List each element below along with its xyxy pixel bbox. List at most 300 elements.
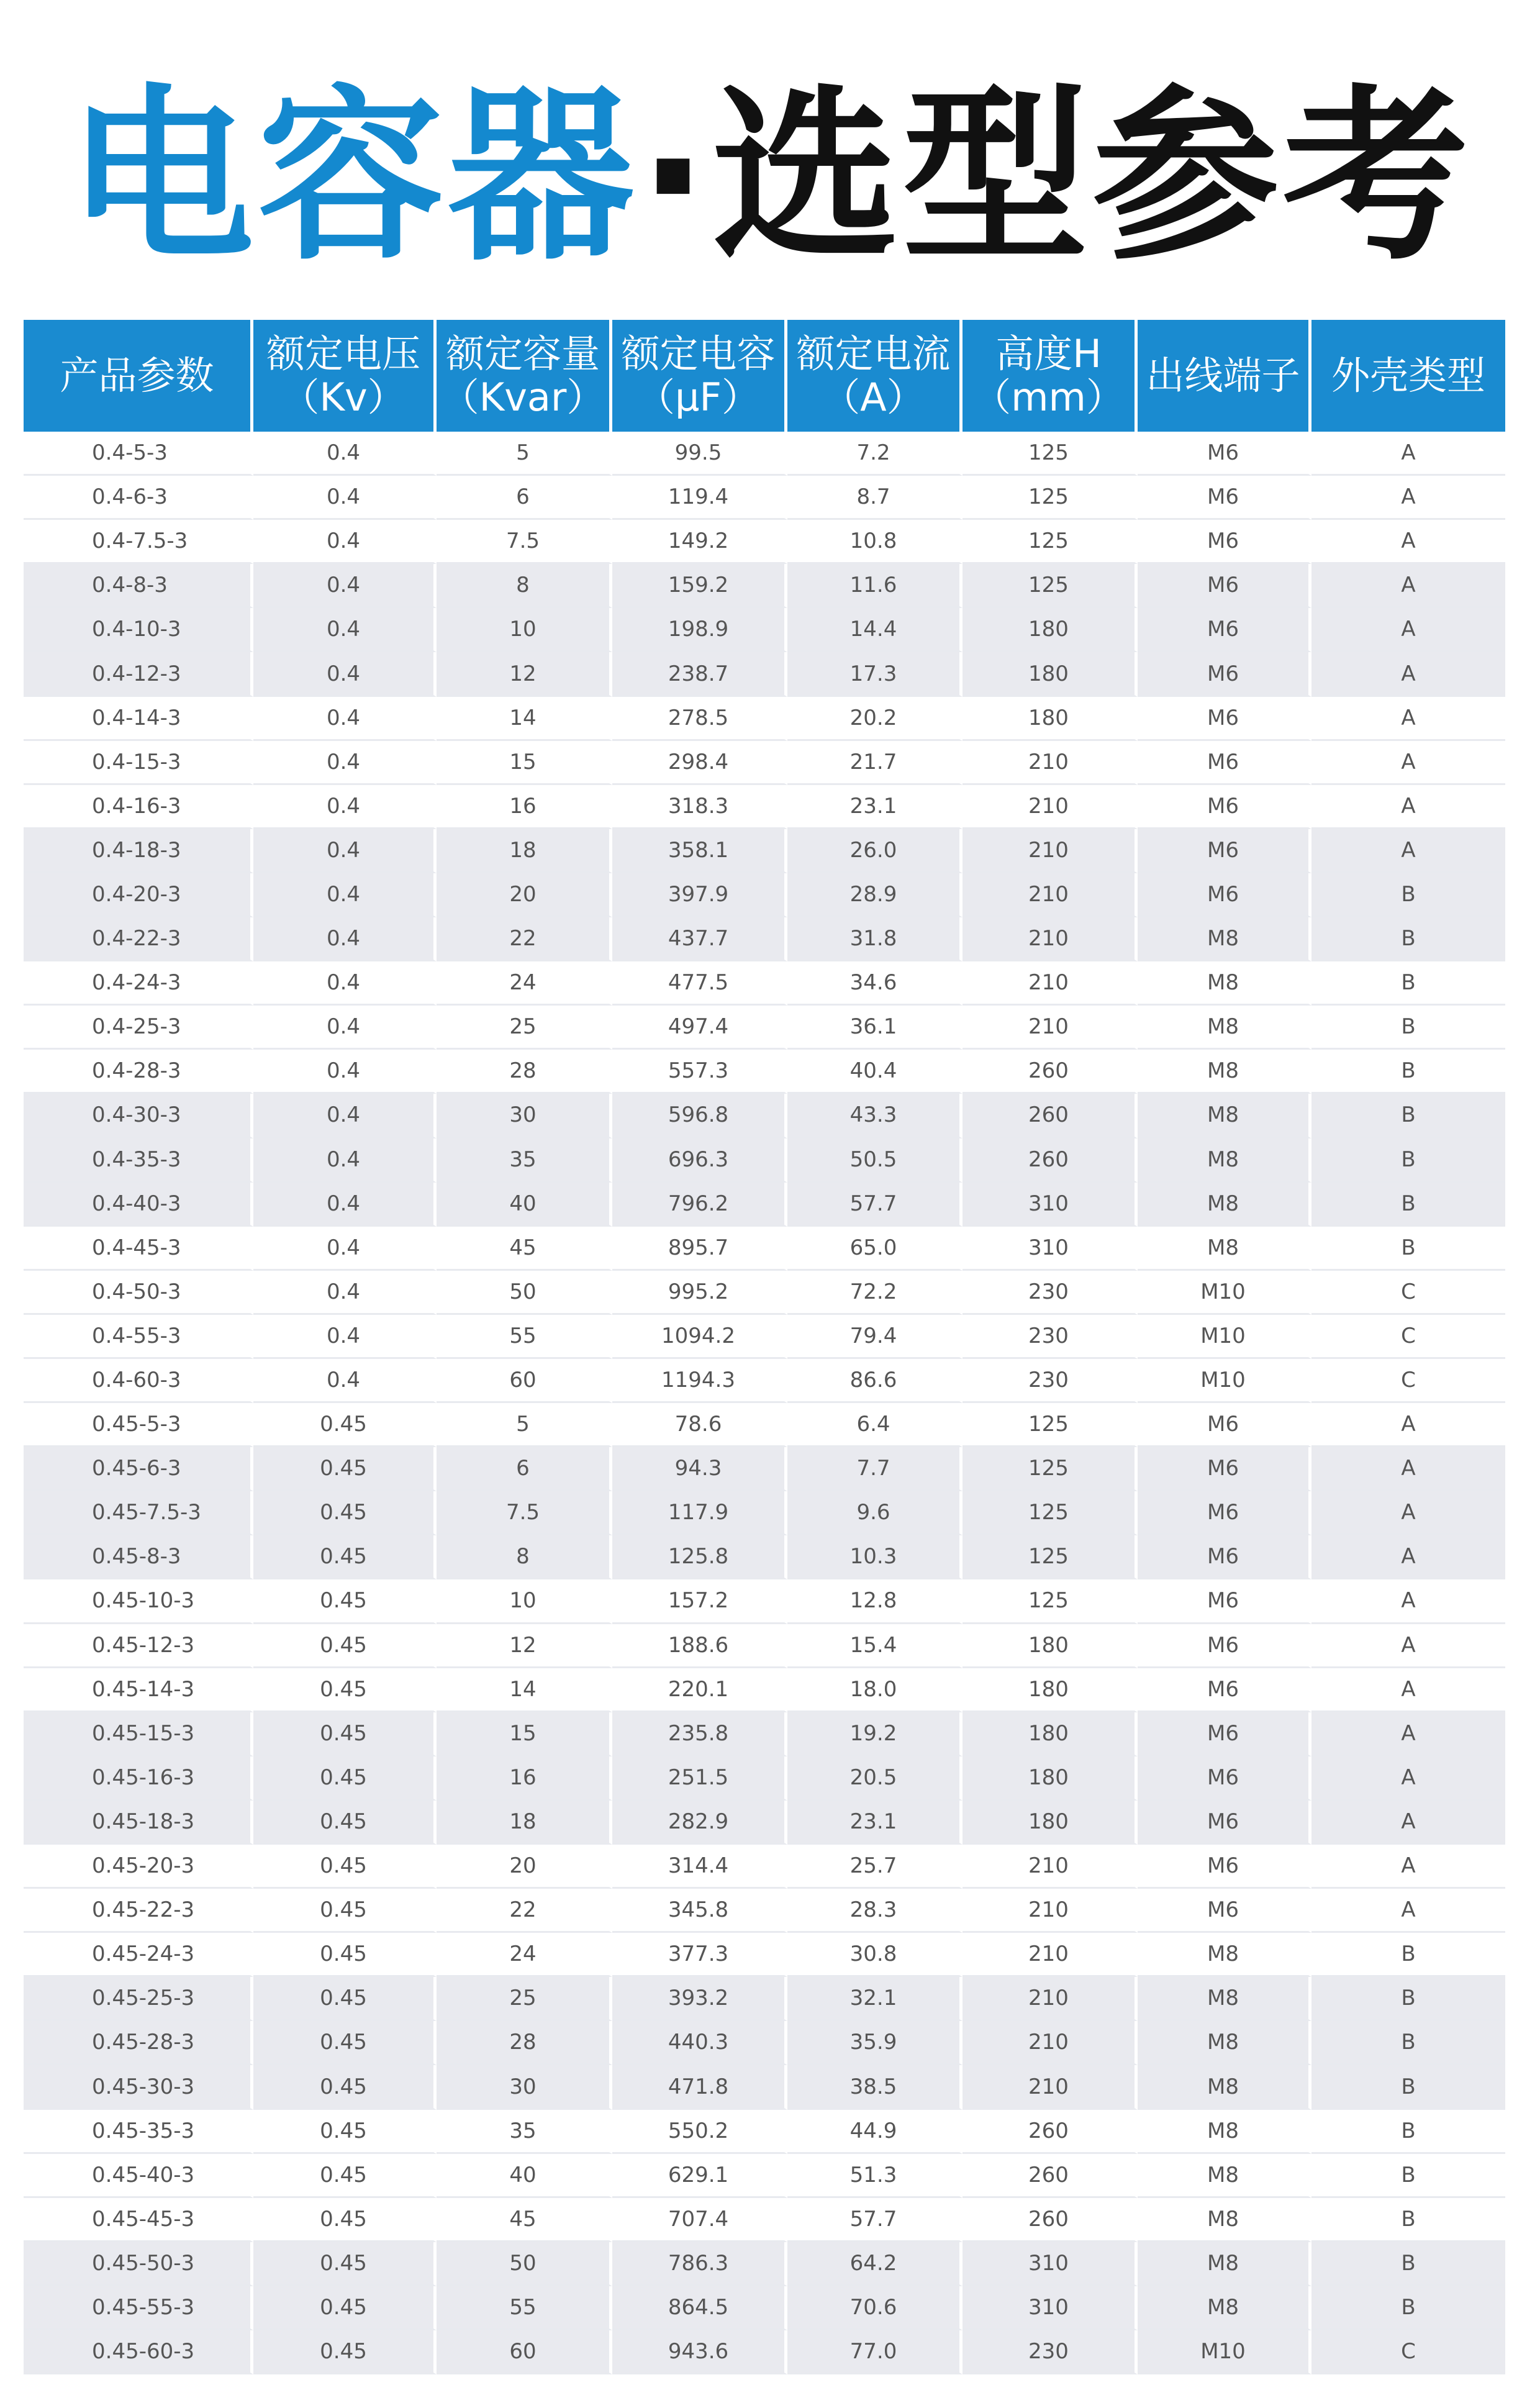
cell-current: 44.9 [787,2110,962,2154]
cell-capacity: 60 [437,2330,612,2374]
cell-case-type: B [1311,1006,1505,1050]
cell-model: 0.45-22-3 [24,1889,253,1933]
cell-height: 210 [962,1977,1138,2021]
cell-height: 210 [962,1845,1138,1889]
cell-voltage: 0.4 [253,1359,437,1403]
cell-voltage: 0.4 [253,652,437,696]
cell-capacity: 10 [437,608,612,652]
cell-capacity: 30 [437,2065,612,2109]
cell-terminal: M6 [1138,1535,1311,1579]
cell-case-type: B [1311,2021,1505,2065]
cell-capacity: 12 [437,652,612,696]
cell-height: 125 [962,1447,1138,1491]
cell-height: 260 [962,1094,1138,1138]
cell-model: 0.4-45-3 [24,1227,253,1271]
cell-height: 125 [962,432,1138,476]
cell-case-type: A [1311,1535,1505,1579]
table-row [24,873,1505,917]
cell-voltage: 0.45 [253,1977,437,2021]
table-row [24,564,1505,608]
cell-case-type: A [1311,564,1505,608]
cell-case-type: B [1311,2242,1505,2286]
cell-capacitance: 125.8 [612,1535,787,1579]
cell-model: 0.4-10-3 [24,608,253,652]
cell-capacitance: 345.8 [612,1889,787,1933]
cell-model: 0.4-25-3 [24,1006,253,1050]
cell-height: 180 [962,608,1138,652]
table-row [24,1933,1505,1977]
header-terminal: 出线端子 [1138,320,1311,432]
cell-voltage: 0.45 [253,1624,437,1668]
cell-model: 0.45-25-3 [24,1977,253,2021]
cell-current: 26.0 [787,829,962,873]
cell-current: 38.5 [787,2065,962,2109]
header-rated-capacitance: 额定电容 （μF） [612,320,787,432]
cell-case-type: A [1311,432,1505,476]
cell-capacitance: 864.5 [612,2286,787,2330]
cell-voltage: 0.45 [253,1491,437,1535]
cell-voltage: 0.4 [253,697,437,741]
cell-height: 125 [962,1403,1138,1447]
cell-capacity: 8 [437,1535,612,1579]
cell-capacitance: 318.3 [612,785,787,829]
cell-case-type: A [1311,829,1505,873]
cell-model: 0.45-6-3 [24,1447,253,1491]
cell-terminal: M6 [1138,520,1311,564]
cell-current: 17.3 [787,652,962,696]
cell-capacity: 12 [437,1624,612,1668]
cell-terminal: M6 [1138,829,1311,873]
cell-voltage: 0.4 [253,873,437,917]
cell-capacitance: 796.2 [612,1183,787,1227]
cell-model: 0.45-16-3 [24,1756,253,1801]
cell-height: 210 [962,829,1138,873]
cell-capacity: 24 [437,1933,612,1977]
cell-capacitance: 696.3 [612,1138,787,1183]
cell-capacitance: 94.3 [612,1447,787,1491]
cell-voltage: 0.45 [253,1801,437,1845]
cell-model: 0.45-28-3 [24,2021,253,2065]
cell-case-type: B [1311,961,1505,1006]
cell-terminal: M8 [1138,917,1311,961]
cell-terminal: M8 [1138,2242,1311,2286]
cell-current: 10.3 [787,1535,962,1579]
table-row [24,1271,1505,1315]
cell-model: 0.45-40-3 [24,2154,253,2198]
cell-model: 0.4-24-3 [24,961,253,1006]
cell-model: 0.45-60-3 [24,2330,253,2374]
table-row [24,697,1505,741]
cell-voltage: 0.4 [253,608,437,652]
cell-model: 0.45-18-3 [24,1801,253,1845]
cell-capacitance: 786.3 [612,2242,787,2286]
cell-voltage: 0.45 [253,1668,437,1712]
table-row [24,1535,1505,1579]
cell-current: 23.1 [787,785,962,829]
cell-terminal: M6 [1138,1801,1311,1845]
cell-terminal: M6 [1138,652,1311,696]
table-row [24,2154,1505,2198]
cell-model: 0.4-12-3 [24,652,253,696]
cell-capacity: 5 [437,1403,612,1447]
table-row [24,1447,1505,1491]
cell-voltage: 0.4 [253,476,437,520]
cell-capacitance: 157.2 [612,1579,787,1624]
table-row [24,1227,1505,1271]
cell-capacitance: 99.5 [612,432,787,476]
cell-case-type: B [1311,917,1505,961]
cell-height: 210 [962,1933,1138,1977]
cell-terminal: M8 [1138,2154,1311,2198]
cell-current: 64.2 [787,2242,962,2286]
cell-capacitance: 440.3 [612,2021,787,2065]
cell-height: 180 [962,697,1138,741]
cell-voltage: 0.4 [253,961,437,1006]
cell-capacitance: 251.5 [612,1756,787,1801]
cell-capacitance: 238.7 [612,652,787,696]
title-part2: 选型参考 [712,68,1472,285]
cell-voltage: 0.45 [253,2154,437,2198]
cell-terminal: M10 [1138,1271,1311,1315]
cell-current: 6.4 [787,1403,962,1447]
cell-capacity: 15 [437,1712,612,1756]
cell-height: 125 [962,564,1138,608]
cell-case-type: B [1311,2286,1505,2330]
cell-height: 125 [962,1535,1138,1579]
cell-voltage: 0.45 [253,1447,437,1491]
cell-capacity: 16 [437,785,612,829]
title-separator: · [638,68,712,285]
cell-height: 310 [962,2286,1138,2330]
cell-terminal: M8 [1138,1227,1311,1271]
cell-capacity: 50 [437,2242,612,2286]
header-case-type: 外壳类型 [1311,320,1505,432]
cell-current: 15.4 [787,1624,962,1668]
cell-capacitance: 1194.3 [612,1359,787,1403]
cell-capacitance: 550.2 [612,2110,787,2154]
cell-case-type: A [1311,652,1505,696]
cell-capacity: 6 [437,476,612,520]
cell-terminal: M6 [1138,741,1311,785]
cell-capacity: 35 [437,1138,612,1183]
cell-height: 230 [962,1359,1138,1403]
table-row [24,1712,1505,1756]
cell-capacitance: 119.4 [612,476,787,520]
selection-table [24,320,1505,2374]
cell-model: 0.4-5-3 [24,432,253,476]
cell-current: 10.8 [787,520,962,564]
cell-case-type: C [1311,2330,1505,2374]
cell-terminal: M6 [1138,1668,1311,1712]
cell-terminal: M6 [1138,1712,1311,1756]
cell-current: 20.5 [787,1756,962,1801]
cell-voltage: 0.45 [253,1535,437,1579]
cell-voltage: 0.45 [253,2198,437,2242]
cell-current: 86.6 [787,1359,962,1403]
cell-capacitance: 629.1 [612,2154,787,2198]
cell-height: 230 [962,1315,1138,1359]
cell-case-type: A [1311,1579,1505,1624]
cell-current: 79.4 [787,1315,962,1359]
cell-height: 125 [962,1491,1138,1535]
cell-capacity: 5 [437,432,612,476]
cell-model: 0.45-24-3 [24,1933,253,1977]
cell-current: 32.1 [787,1977,962,2021]
cell-terminal: M10 [1138,2330,1311,2374]
cell-height: 210 [962,1889,1138,1933]
cell-current: 35.9 [787,2021,962,2065]
cell-terminal: M6 [1138,873,1311,917]
cell-model: 0.4-50-3 [24,1271,253,1315]
cell-capacity: 22 [437,1889,612,1933]
cell-model: 0.45-7.5-3 [24,1491,253,1535]
table-row [24,2330,1505,2374]
cell-case-type: A [1311,785,1505,829]
cell-model: 0.45-10-3 [24,1579,253,1624]
cell-capacitance: 895.7 [612,1227,787,1271]
cell-capacity: 24 [437,961,612,1006]
cell-capacitance: 278.5 [612,697,787,741]
cell-capacity: 35 [437,2110,612,2154]
table-row [24,608,1505,652]
cell-current: 7.7 [787,1447,962,1491]
cell-terminal: M6 [1138,697,1311,741]
cell-capacitance: 437.7 [612,917,787,961]
table-row [24,2242,1505,2286]
cell-model: 0.45-55-3 [24,2286,253,2330]
cell-current: 11.6 [787,564,962,608]
table-row [24,1006,1505,1050]
table-row [24,2065,1505,2109]
cell-current: 30.8 [787,1933,962,1977]
title-part1: 电容器 [68,68,638,285]
cell-case-type: B [1311,873,1505,917]
cell-capacitance: 282.9 [612,1801,787,1845]
cell-case-type: B [1311,1183,1505,1227]
table-row [24,476,1505,520]
cell-model: 0.45-30-3 [24,2065,253,2109]
cell-capacitance: 117.9 [612,1491,787,1535]
cell-current: 72.2 [787,1271,962,1315]
cell-voltage: 0.4 [253,1227,437,1271]
cell-current: 57.7 [787,1183,962,1227]
table-row [24,1624,1505,1668]
table-row [24,961,1505,1006]
cell-capacity: 40 [437,1183,612,1227]
cell-voltage: 0.45 [253,2286,437,2330]
cell-capacitance: 78.6 [612,1403,787,1447]
cell-terminal: M6 [1138,608,1311,652]
cell-height: 230 [962,2330,1138,2374]
cell-capacity: 30 [437,1094,612,1138]
cell-capacitance: 188.6 [612,1624,787,1668]
cell-capacity: 6 [437,1447,612,1491]
cell-terminal: M8 [1138,2021,1311,2065]
cell-current: 65.0 [787,1227,962,1271]
cell-height: 125 [962,1579,1138,1624]
header-rated-capacity: 额定容量 （Kvar） [437,320,612,432]
cell-voltage: 0.45 [253,2065,437,2109]
cell-case-type: C [1311,1359,1505,1403]
cell-capacitance: 358.1 [612,829,787,873]
cell-voltage: 0.45 [253,1403,437,1447]
cell-terminal: M6 [1138,1403,1311,1447]
table-row [24,1756,1505,1801]
cell-voltage: 0.4 [253,1138,437,1183]
cell-capacity: 22 [437,917,612,961]
cell-height: 180 [962,1801,1138,1845]
cell-model: 0.4-7.5-3 [24,520,253,564]
cell-case-type: B [1311,2154,1505,2198]
cell-terminal: M10 [1138,1315,1311,1359]
cell-voltage: 0.4 [253,1271,437,1315]
cell-capacitance: 995.2 [612,1271,787,1315]
cell-case-type: A [1311,520,1505,564]
table-row [24,2198,1505,2242]
cell-terminal: M6 [1138,1845,1311,1889]
table-row [24,917,1505,961]
cell-height: 260 [962,2154,1138,2198]
cell-capacitance: 149.2 [612,520,787,564]
cell-capacity: 16 [437,1756,612,1801]
cell-case-type: B [1311,1227,1505,1271]
cell-height: 260 [962,1138,1138,1183]
cell-case-type: B [1311,2065,1505,2109]
cell-case-type: C [1311,1315,1505,1359]
cell-voltage: 0.4 [253,741,437,785]
cell-height: 210 [962,917,1138,961]
cell-capacity: 25 [437,1977,612,2021]
cell-capacitance: 707.4 [612,2198,787,2242]
cell-model: 0.4-40-3 [24,1183,253,1227]
cell-model: 0.4-20-3 [24,873,253,917]
cell-capacity: 7.5 [437,1491,612,1535]
cell-current: 28.9 [787,873,962,917]
table-body [24,432,1505,2374]
cell-height: 260 [962,2198,1138,2242]
cell-voltage: 0.4 [253,1050,437,1094]
table-row [24,1977,1505,2021]
cell-terminal: M8 [1138,1094,1311,1138]
cell-case-type: A [1311,1712,1505,1756]
cell-model: 0.4-60-3 [24,1359,253,1403]
table-row [24,2110,1505,2154]
page-title [0,68,1540,285]
cell-voltage: 0.4 [253,564,437,608]
table-row [24,1668,1505,1712]
cell-case-type: C [1311,1271,1505,1315]
cell-voltage: 0.45 [253,1756,437,1801]
cell-capacitance: 943.6 [612,2330,787,2374]
cell-case-type: A [1311,1624,1505,1668]
table-row [24,1845,1505,1889]
cell-case-type: A [1311,608,1505,652]
cell-capacitance: 235.8 [612,1712,787,1756]
table-row [24,1359,1505,1403]
cell-current: 31.8 [787,917,962,961]
cell-capacity: 40 [437,2154,612,2198]
table-row [24,1889,1505,1933]
cell-model: 0.4-55-3 [24,1315,253,1359]
cell-model: 0.45-12-3 [24,1624,253,1668]
table-row [24,1801,1505,1845]
cell-terminal: M8 [1138,2286,1311,2330]
table-row [24,1491,1505,1535]
cell-height: 180 [962,1624,1138,1668]
cell-height: 310 [962,1227,1138,1271]
cell-terminal: M8 [1138,1933,1311,1977]
cell-height: 310 [962,2242,1138,2286]
cell-terminal: M6 [1138,564,1311,608]
cell-capacity: 55 [437,1315,612,1359]
header-model: 产品参数 [24,320,253,432]
cell-capacity: 45 [437,1227,612,1271]
cell-terminal: M6 [1138,1756,1311,1801]
cell-terminal: M6 [1138,1447,1311,1491]
table-row [24,2286,1505,2330]
cell-model: 0.45-5-3 [24,1403,253,1447]
cell-model: 0.4-6-3 [24,476,253,520]
cell-capacity: 18 [437,1801,612,1845]
cell-current: 23.1 [787,1801,962,1845]
cell-case-type: A [1311,1403,1505,1447]
cell-current: 9.6 [787,1491,962,1535]
cell-case-type: B [1311,1138,1505,1183]
table-row [24,1579,1505,1624]
cell-height: 210 [962,2021,1138,2065]
cell-model: 0.45-14-3 [24,1668,253,1712]
cell-terminal: M8 [1138,2110,1311,2154]
cell-height: 210 [962,873,1138,917]
cell-current: 40.4 [787,1050,962,1094]
cell-current: 51.3 [787,2154,962,2198]
cell-case-type: B [1311,1933,1505,1977]
cell-voltage: 0.4 [253,520,437,564]
cell-model: 0.45-35-3 [24,2110,253,2154]
cell-voltage: 0.45 [253,1579,437,1624]
cell-current: 77.0 [787,2330,962,2374]
cell-capacitance: 298.4 [612,741,787,785]
cell-current: 57.7 [787,2198,962,2242]
cell-case-type: B [1311,2198,1505,2242]
table-row [24,2021,1505,2065]
cell-case-type: A [1311,1668,1505,1712]
header-height: 高度H （mm） [962,320,1138,432]
cell-case-type: B [1311,1094,1505,1138]
table-row [24,829,1505,873]
cell-capacitance: 198.9 [612,608,787,652]
cell-case-type: A [1311,697,1505,741]
cell-height: 125 [962,476,1138,520]
cell-height: 210 [962,2065,1138,2109]
cell-terminal: M6 [1138,1491,1311,1535]
cell-capacitance: 596.8 [612,1094,787,1138]
cell-height: 260 [962,1050,1138,1094]
cell-case-type: A [1311,476,1505,520]
cell-model: 0.4-28-3 [24,1050,253,1094]
cell-capacity: 50 [437,1271,612,1315]
cell-model: 0.4-14-3 [24,697,253,741]
table-row [24,432,1505,476]
cell-voltage: 0.4 [253,1315,437,1359]
cell-model: 0.4-30-3 [24,1094,253,1138]
cell-capacity: 18 [437,829,612,873]
cell-voltage: 0.45 [253,1933,437,1977]
cell-height: 230 [962,1271,1138,1315]
header-rated-current: 额定电流 （A） [787,320,962,432]
cell-case-type: A [1311,1447,1505,1491]
cell-case-type: A [1311,1801,1505,1845]
